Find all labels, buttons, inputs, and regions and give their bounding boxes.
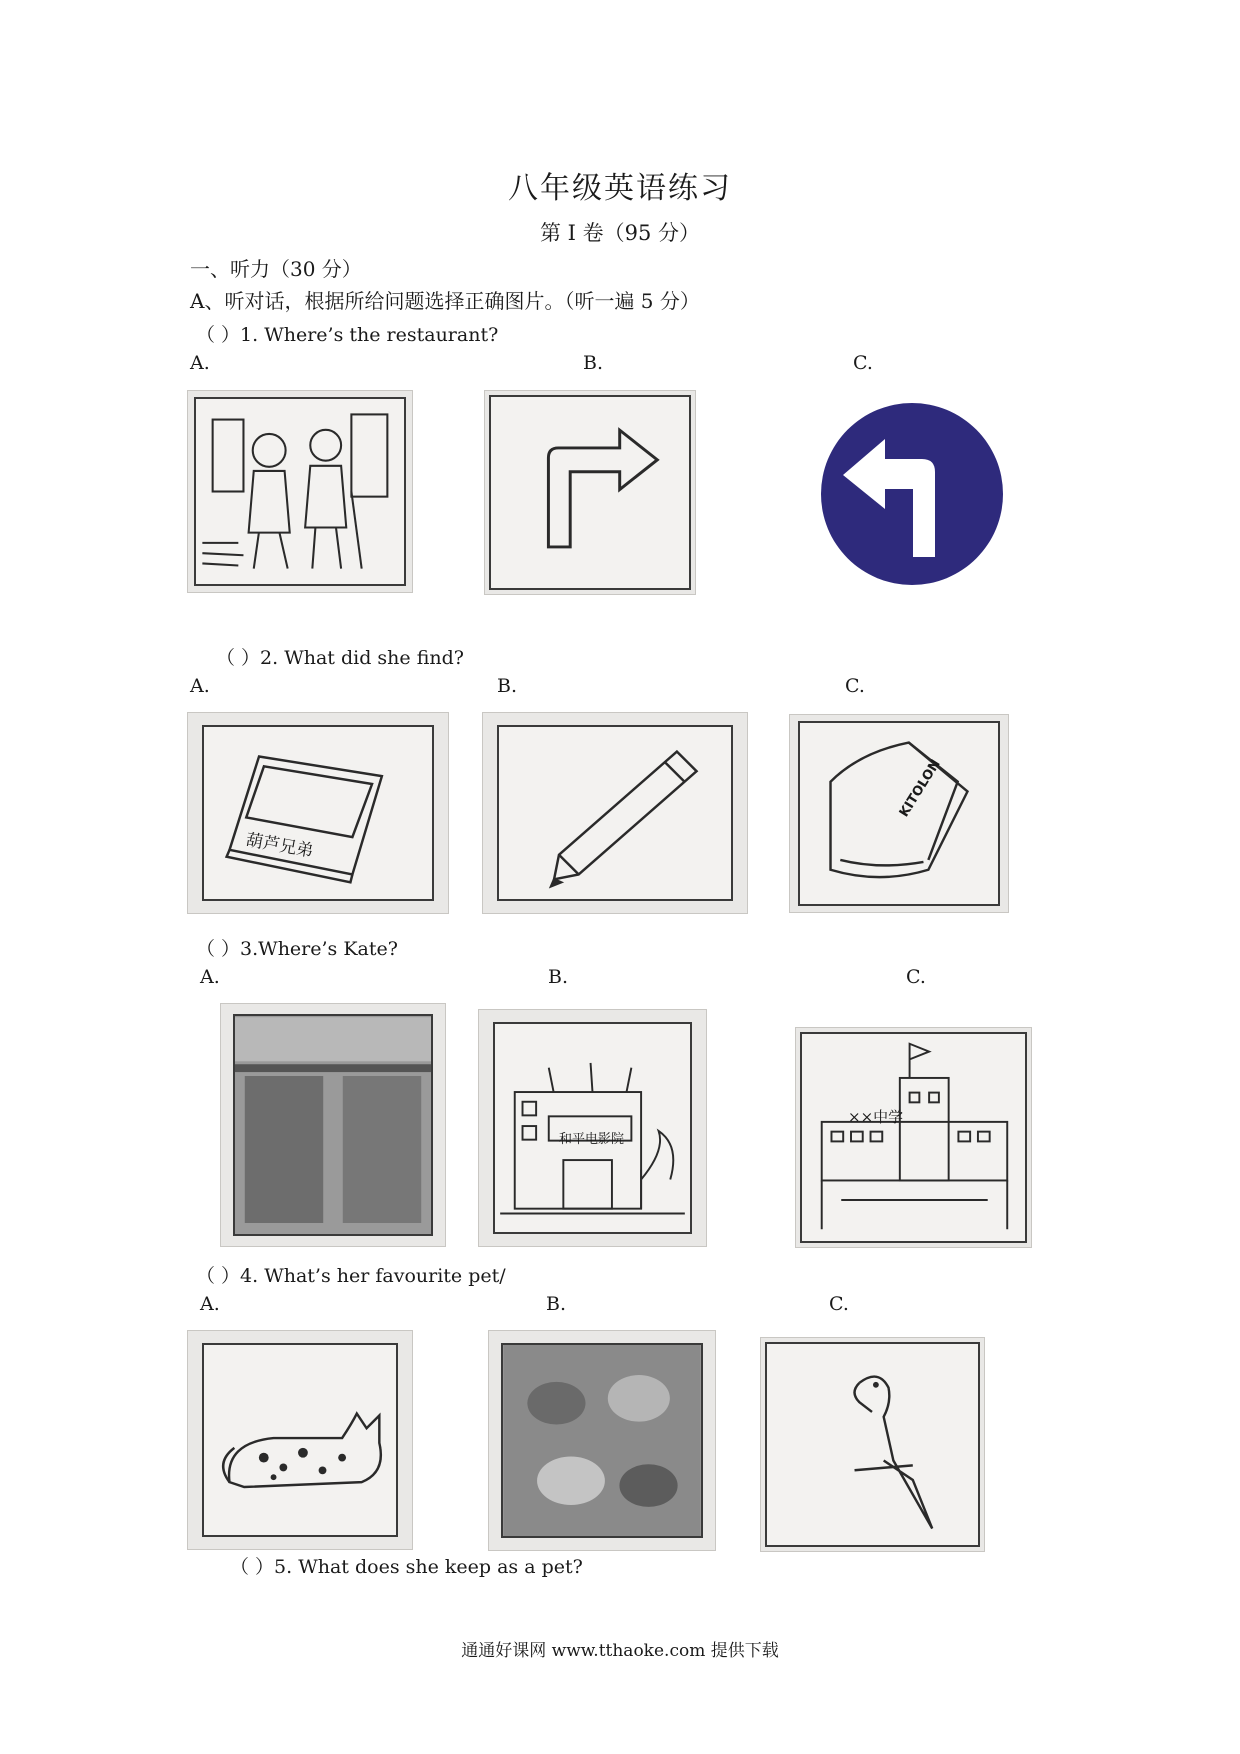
question-3: （ ）3.Where’s Kate? (196, 938, 398, 960)
q1-picture-b-turn-right-sign (484, 390, 696, 595)
q4-option-c: C. (829, 1293, 849, 1315)
q3-option-a: A. (200, 966, 220, 988)
part-a-instruction: A、听对话，根据所给问题选择正确图片。（听一遍 5 分） (190, 289, 700, 313)
school-building-icon (802, 1034, 1025, 1241)
q4-picture-c-parrot (760, 1337, 985, 1552)
parrot-icon (767, 1344, 978, 1545)
people-walking-icon (196, 399, 404, 584)
q3-picture-b-cinema (478, 1009, 707, 1247)
q2-option-b: B. (497, 675, 518, 697)
cinema-sign-label: 和平电影院 (559, 1132, 625, 1147)
q2-option-c: C. (845, 675, 865, 697)
q3-picture-c-school (795, 1027, 1032, 1248)
q1-option-c: C. (853, 352, 873, 374)
q1-picture-a-people-street (187, 390, 413, 593)
q3-option-c: C. (906, 966, 926, 988)
question-2: （ ）2. What did she find? (216, 647, 464, 669)
q1-option-a: A. (190, 352, 210, 374)
shop-front-icon (235, 1016, 431, 1234)
q3-picture-a-shop-photo (220, 1003, 446, 1247)
cat-icon (204, 1345, 396, 1535)
q1-option-b: B. (583, 352, 604, 374)
question-1: （ ）1. Where’s the restaurant? (196, 324, 499, 346)
q4-picture-a-cat (187, 1330, 413, 1550)
page-subtitle: 第 I 卷（95 分） (539, 221, 701, 245)
rabbits-photo-icon (503, 1345, 701, 1536)
question-5: （ ）5. What does she keep as a pet? (230, 1556, 583, 1578)
q2-picture-c-wallet (789, 714, 1009, 913)
book-icon (204, 727, 432, 899)
page-title: 八年级英语练习 (508, 171, 732, 206)
section-heading: 一、听力（30 分） (190, 257, 362, 281)
footer-credit: 通通好课网 www.tthaoke.com 提供下载 (461, 1641, 779, 1661)
q2-picture-b-pencil (482, 712, 748, 914)
q1-picture-c-turn-left-sign (815, 397, 1010, 592)
q2-option-a: A. (190, 675, 210, 697)
q2-picture-a-book (187, 712, 449, 914)
question-4: （ ）4. What’s her favourite pet/ (196, 1265, 506, 1287)
turn-left-sign-icon (815, 397, 1010, 592)
wallet-brand-label: KITOLON (896, 757, 944, 820)
pencil-icon (499, 727, 731, 899)
q4-option-a: A. (200, 1293, 220, 1315)
turn-right-arrow-icon (491, 397, 689, 588)
book-title-label: 葫芦兄弟 (244, 830, 315, 862)
school-sign-label: ××中学 (848, 1108, 904, 1126)
q3-option-b: B. (548, 966, 569, 988)
q4-option-b: B. (546, 1293, 567, 1315)
q4-picture-b-rabbits-photo (488, 1330, 716, 1551)
